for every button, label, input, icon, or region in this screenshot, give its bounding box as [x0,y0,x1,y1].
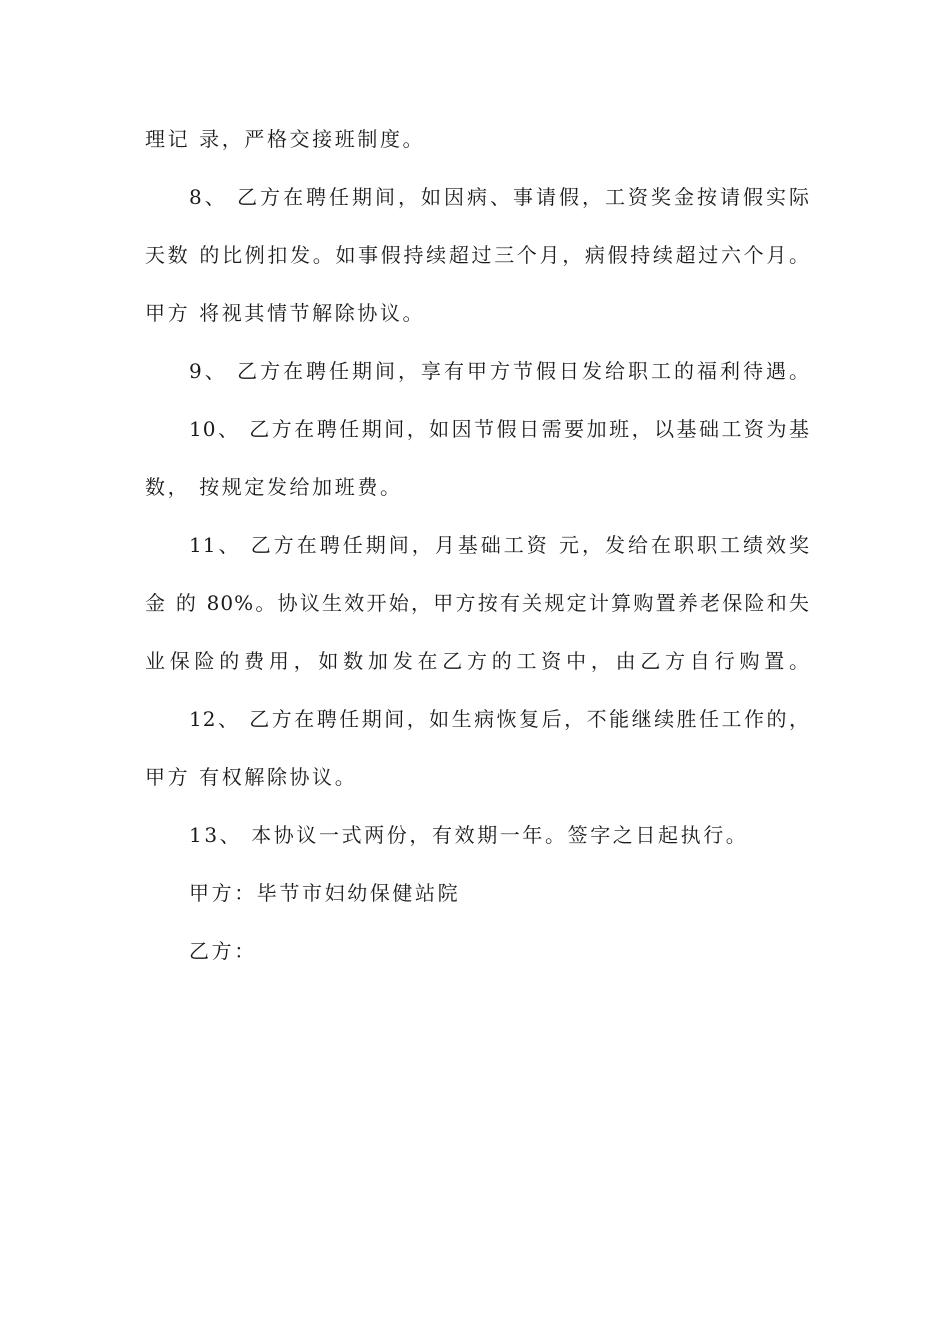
text-line-clause-10: 10、 乙方在聘任期间，如因节假日需要加班，以基础工资为基 [189,417,810,441]
text-line-1: 理记 录，严格交接班制度。 [145,127,426,151]
text-line-clause-13: 13、 本协议一式两份，有效期一年。签字之日起执行。 [189,823,749,847]
text-line-4: 甲方 将视其情节解除协议。 [145,301,426,325]
text-line-12: 甲方 有权解除协议。 [145,765,358,789]
text-line-clause-11: 11、 乙方在聘任期间，月基础工资 元，发给在职职工绩效奖 [189,533,810,557]
party-a-signature-line: 甲方：毕节市妇幼保健站院 [189,881,461,905]
text-line-clause-8: 8、 乙方在聘任期间，如因病、事请假，工资奖金按请假实际 [189,185,810,209]
party-b-signature-line: 乙方： [189,939,257,963]
text-line-10: 业保险的费用，如数加发在乙方的工资中，由乙方自行购置。 [145,649,810,673]
text-line-7: 数， 按规定发给加班费。 [145,475,403,499]
document-body [145,110,810,980]
text-line-clause-12: 12、 乙方在聘任期间，如生病恢复后，不能继续胜任工作的， [189,707,810,731]
text-line-clause-9: 9、 乙方在聘任期间，享有甲方节假日发给职工的福利待遇。 [189,359,810,383]
text-line-9: 金 的 80%。协议生效开始，甲方按有关规定计算购置养老保险和失 [145,591,810,615]
text-line-3: 天数 的比例扣发。如事假持续超过三个月，病假持续超过六个月。 [145,243,810,267]
